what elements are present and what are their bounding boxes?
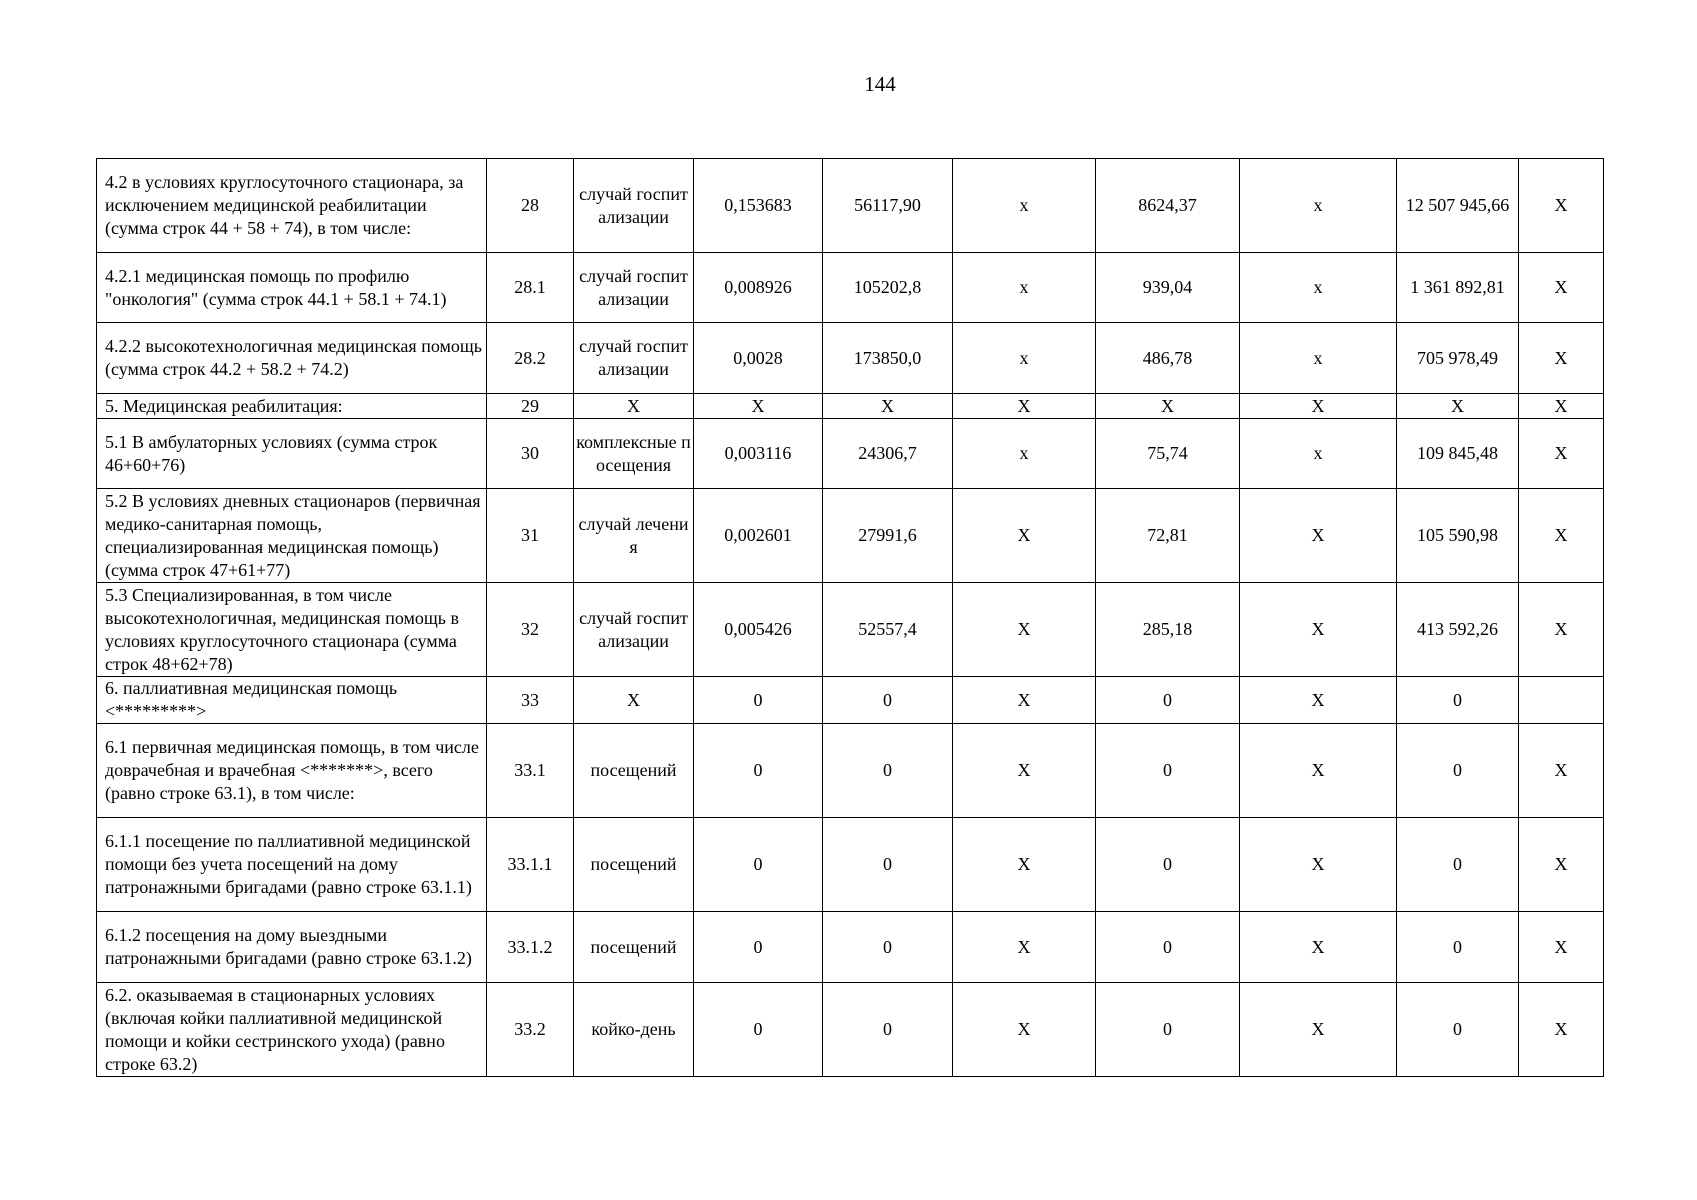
data-table [96,158,1604,1077]
cell-volume-norm: 0 [694,724,823,818]
cell-unit: X [574,677,694,724]
table-row [97,419,1604,489]
cell-row-label: 6. паллиативная медицинская помощь <*********> [97,677,487,724]
cell-per-capita-budget: X [953,394,1096,419]
table-row [97,489,1604,583]
cell-per-capita-budget: x [953,323,1096,394]
cell-row-number: 33.1 [487,724,574,818]
cell-row-label: 6.1.1 посещение по паллиативной медицинской помощи без учета посещений на дому патронажными бригадами (равно строке 63.1.1) [97,818,487,912]
cell-share: X [1519,323,1604,394]
cell-unit: комплексные посещения [574,419,694,489]
table-row [97,323,1604,394]
cell-per-capita-oms: 0 [1096,724,1240,818]
cell-volume-norm: X [694,394,823,419]
cell-cost-norm: 105202,8 [823,253,953,323]
cell-row-number: 28.1 [487,253,574,323]
cell-per-capita-oms: 75,74 [1096,419,1240,489]
cell-cost-oms: 105 590,98 [1397,489,1519,583]
cell-cost-oms: 0 [1397,724,1519,818]
cell-volume-norm: 0,005426 [694,583,823,677]
cell-row-label: 6.1.2 посещения на дому выездными патронажными бригадами (равно строке 63.1.2) [97,912,487,983]
cell-row-label: 6.2. оказываемая в стационарных условиях (включая койки паллиативной медицинской помощи и койки сестринского ухода) (равно строке 63.2) [97,983,487,1077]
cell-per-capita-oms: 8624,37 [1096,159,1240,253]
cell-cost-oms: 0 [1397,677,1519,724]
cell-cost-budget: X [1240,677,1397,724]
cell-volume-norm: 0,002601 [694,489,823,583]
cell-per-capita-oms: 72,81 [1096,489,1240,583]
table-row [97,159,1604,253]
cell-share [1519,677,1604,724]
cell-cost-budget: X [1240,394,1397,419]
cell-unit: посещений [574,912,694,983]
cell-cost-norm: 173850,0 [823,323,953,394]
cell-cost-norm: X [823,394,953,419]
cell-cost-budget: X [1240,818,1397,912]
cell-cost-budget: X [1240,583,1397,677]
cell-cost-oms: 705 978,49 [1397,323,1519,394]
cell-row-number: 32 [487,583,574,677]
cell-per-capita-oms: 939,04 [1096,253,1240,323]
cell-cost-oms: 1 361 892,81 [1397,253,1519,323]
cell-share: X [1519,583,1604,677]
cell-row-number: 31 [487,489,574,583]
table-row [97,983,1604,1077]
cell-cost-budget: X [1240,983,1397,1077]
cell-volume-norm: 0,0028 [694,323,823,394]
cell-volume-norm: 0 [694,818,823,912]
cell-per-capita-oms: X [1096,394,1240,419]
cell-per-capita-budget: x [953,419,1096,489]
cell-per-capita-budget: X [953,583,1096,677]
cell-cost-norm: 24306,7 [823,419,953,489]
cell-cost-norm: 0 [823,677,953,724]
cell-cost-oms: 109 845,48 [1397,419,1519,489]
cell-row-number: 30 [487,419,574,489]
cell-cost-norm: 0 [823,724,953,818]
cell-volume-norm: 0 [694,677,823,724]
cell-cost-norm: 0 [823,818,953,912]
cell-row-number: 33.1.2 [487,912,574,983]
cell-share: X [1519,818,1604,912]
cell-per-capita-budget: X [953,677,1096,724]
cell-volume-norm: 0 [694,912,823,983]
cell-row-label: 6.1 первичная медицинская помощь, в том числе доврачебная и врачебная <*******>, всего (равно строке 63.1), в том числе: [97,724,487,818]
cell-share: X [1519,159,1604,253]
cell-share: X [1519,253,1604,323]
cell-cost-norm: 0 [823,912,953,983]
cell-unit: случай госпитализации [574,253,694,323]
cell-per-capita-budget: x [953,253,1096,323]
cell-unit: случай госпитализации [574,323,694,394]
cell-per-capita-oms: 0 [1096,677,1240,724]
cell-volume-norm: 0,008926 [694,253,823,323]
cell-cost-budget: x [1240,159,1397,253]
cell-per-capita-budget: X [953,724,1096,818]
cell-cost-norm: 52557,4 [823,583,953,677]
cell-row-number: 28.2 [487,323,574,394]
cell-per-capita-oms: 486,78 [1096,323,1240,394]
cell-row-number: 33.1.1 [487,818,574,912]
table-row [97,394,1604,419]
cell-per-capita-oms: 285,18 [1096,583,1240,677]
table-row [97,253,1604,323]
cell-cost-oms: 413 592,26 [1397,583,1519,677]
cell-per-capita-oms: 0 [1096,912,1240,983]
table-row [97,912,1604,983]
cell-unit: койко-день [574,983,694,1077]
cell-row-label: 5.2 В условиях дневных стационаров (первичная медико-санитарная помощь, специализированная медицинская помощь) (сумма строк 47+61+77) [97,489,487,583]
cell-share: X [1519,489,1604,583]
cell-volume-norm: 0,153683 [694,159,823,253]
cell-row-label: 5. Медицинская реабилитация: [97,394,487,419]
cell-per-capita-budget: X [953,489,1096,583]
table-row [97,583,1604,677]
cell-cost-budget: x [1240,323,1397,394]
cell-row-label: 5.3 Специализированная, в том числе высокотехнологичная, медицинская помощь в условиях круглосуточного стационара (сумма строк 48+62+78) [97,583,487,677]
cell-cost-oms: 12 507 945,66 [1397,159,1519,253]
cell-unit: X [574,394,694,419]
cell-row-number: 29 [487,394,574,419]
cell-unit: посещений [574,818,694,912]
cell-cost-norm: 0 [823,983,953,1077]
cell-per-capita-budget: X [953,912,1096,983]
cell-unit: случай лечения [574,489,694,583]
table-row [97,724,1604,818]
cell-row-label: 4.2.2 высокотехнологичная медицинская помощь (сумма строк 44.2 + 58.2 + 74.2) [97,323,487,394]
cell-per-capita-budget: x [953,159,1096,253]
cell-cost-budget: X [1240,489,1397,583]
cell-cost-norm: 27991,6 [823,489,953,583]
cell-cost-oms: 0 [1397,818,1519,912]
cell-cost-oms: X [1397,394,1519,419]
cell-cost-oms: 0 [1397,912,1519,983]
cell-per-capita-budget: X [953,983,1096,1077]
page-number: 144 [864,72,896,96]
cell-share: X [1519,724,1604,818]
cell-share: X [1519,419,1604,489]
cell-unit: случай госпитализации [574,583,694,677]
cell-row-number: 28 [487,159,574,253]
cell-row-label: 4.2.1 медицинская помощь по профилю "онкология" (сумма строк 44.1 + 58.1 + 74.1) [97,253,487,323]
cell-cost-oms: 0 [1397,983,1519,1077]
cell-unit: случай госпитализации [574,159,694,253]
cell-cost-budget: x [1240,253,1397,323]
cell-per-capita-oms: 0 [1096,983,1240,1077]
cell-cost-norm: 56117,90 [823,159,953,253]
cell-per-capita-oms: 0 [1096,818,1240,912]
cell-share: X [1519,912,1604,983]
cell-volume-norm: 0,003116 [694,419,823,489]
cell-cost-budget: X [1240,912,1397,983]
cell-unit: посещений [574,724,694,818]
table-row [97,677,1604,724]
cell-row-number: 33 [487,677,574,724]
cell-volume-norm: 0 [694,983,823,1077]
cell-row-label: 5.1 В амбулаторных условиях (сумма строк 46+60+76) [97,419,487,489]
cell-cost-budget: x [1240,419,1397,489]
data-table-container [96,158,1604,1077]
cell-row-number: 33.2 [487,983,574,1077]
cell-per-capita-budget: X [953,818,1096,912]
cell-row-label: 4.2 в условиях круглосуточного стационара, за исключением медицинской реабилитации (сумма строк 44 + 58 + 74), в том числе: [97,159,487,253]
table-row [97,818,1604,912]
cell-share: X [1519,394,1604,419]
cell-cost-budget: X [1240,724,1397,818]
cell-share: X [1519,983,1604,1077]
